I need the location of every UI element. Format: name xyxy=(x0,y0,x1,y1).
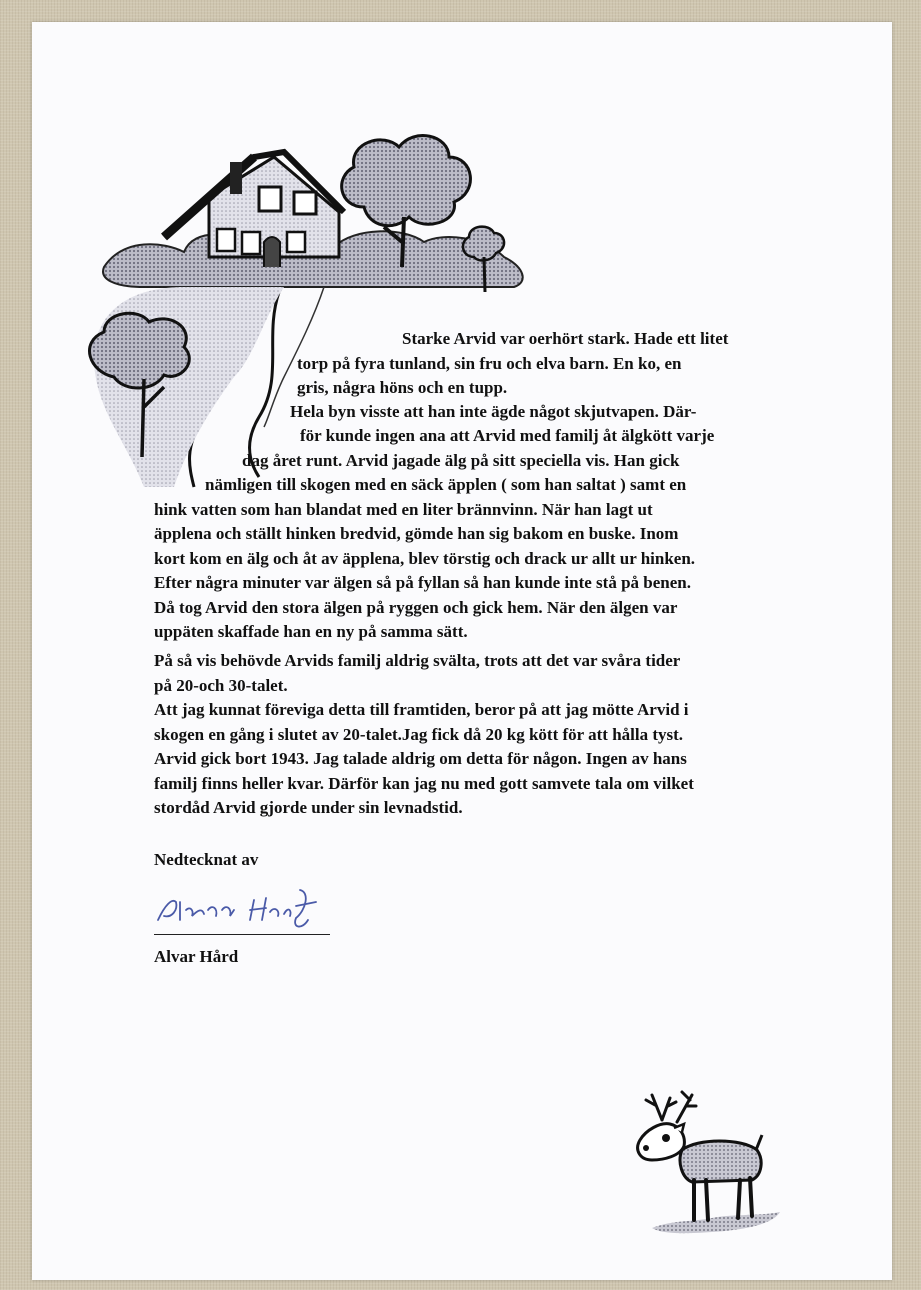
handwritten-signature xyxy=(150,880,320,940)
signed-by-label: Nedtecknat av xyxy=(154,850,259,869)
story-line: skogen en gång i slutet av 20-talet.Jag fick då 20 kg kött för att hålla tyst. xyxy=(154,725,684,744)
story-line: hink vatten som han blandat med en liter brännvinn. När han lagt ut xyxy=(154,500,653,519)
signature-name: Alvar Hård xyxy=(154,947,239,966)
story-line: Hela byn visste att han inte ägde något skjutvapen. Där- xyxy=(290,402,697,421)
story-line: för kunde ingen ana att Arvid med familj åt älgkött varje xyxy=(300,426,715,445)
story-line: Då tog Arvid den stora älgen på ryggen och gick hem. När den älgen var xyxy=(154,598,678,617)
story-line: äpplena och ställt hinken bredvid, gömde han sig bakom en buske. Inom xyxy=(154,524,679,543)
moose-illustration xyxy=(622,1080,782,1240)
story-line: På så vis behövde Arvids familj aldrig svälta, trots att det var svåra tider xyxy=(154,651,681,670)
story-line: torp på fyra tunland, sin fru och elva barn. En ko, en xyxy=(297,354,682,373)
story-line: Starke Arvid var oerhört stark. Hade ett litet xyxy=(402,329,729,348)
story-line: Arvid gick bort 1943. Jag talade aldrig om detta för någon. Ingen av hans xyxy=(154,749,687,768)
story-line: på 20-och 30-talet. xyxy=(154,676,288,695)
story-line: stordåd Arvid gjorde under sin levnadstid. xyxy=(154,798,463,817)
story-line: uppäten skaffade han en ny på samma sätt. xyxy=(154,622,468,641)
story-line: Efter några minuter var älgen så på fyllan så han kunde inte stå på benen. xyxy=(154,573,691,592)
story-line: dag året runt. Arvid jagade älg på sitt speciella vis. Han gick xyxy=(242,451,680,470)
story-line: gris, några höns och en tupp. xyxy=(297,378,508,397)
story-line: nämligen till skogen med en säck äpplen ( som han saltat ) samt en xyxy=(205,475,687,494)
document-page xyxy=(32,22,892,1280)
story-line: Att jag kunnat föreviga detta till framtiden, beror på att jag mötte Arvid i xyxy=(154,700,689,719)
signature-line xyxy=(154,934,330,935)
story-line: familj finns heller kvar. Därför kan jag nu med gott samvete tala om vilket xyxy=(154,774,694,793)
story-line: kort kom en älg och åt av äpplena, blev törstig och drack ur allt ur hinken. xyxy=(154,549,696,568)
